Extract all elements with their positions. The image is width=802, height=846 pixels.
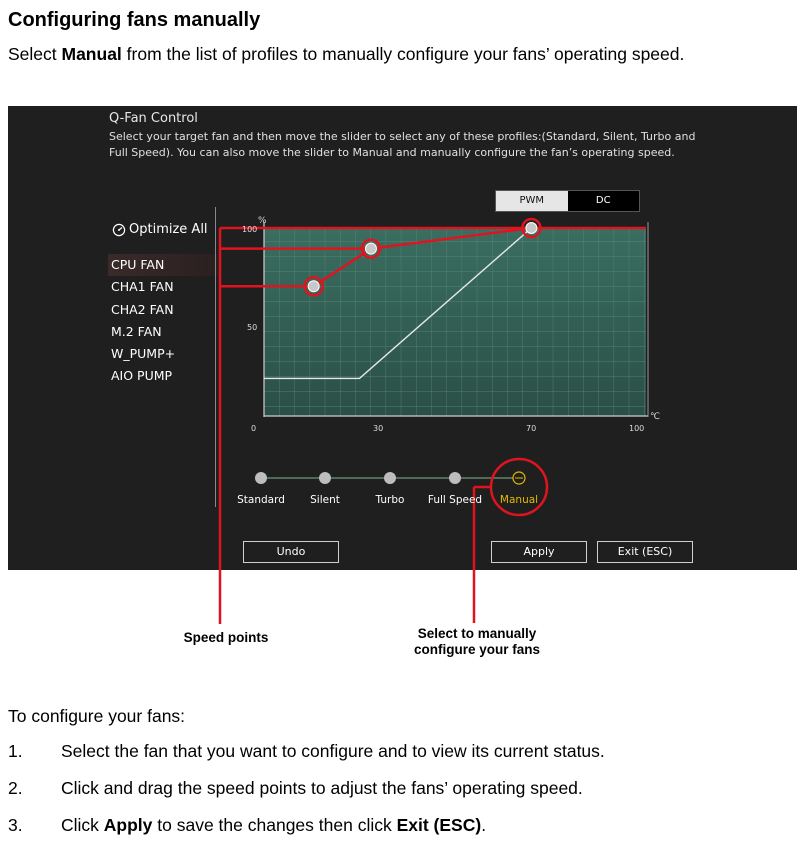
- fan-item-cpu[interactable]: CPU FAN: [108, 254, 218, 276]
- y-tick-100: 100: [242, 225, 258, 234]
- speed-point-2[interactable]: [365, 243, 376, 254]
- step-3-number: 3.: [8, 815, 23, 835]
- profile-label-standard: Standard: [237, 494, 285, 506]
- mode-tab-dc[interactable]: DC: [595, 195, 611, 206]
- fan-item-cha1[interactable]: CHA1 FAN: [111, 279, 174, 295]
- step-2-text: Click and drag the speed points to adjust the fans’ operating speed.: [61, 778, 583, 798]
- intro-bold-manual: Manual: [61, 44, 122, 64]
- apply-button[interactable]: Apply: [491, 541, 587, 563]
- manual-callout-circle: [491, 459, 547, 515]
- profile-node-turbo[interactable]: [384, 472, 396, 484]
- profile-label-manual: Manual: [499, 494, 539, 506]
- intro-post: from the list of profiles to manually configure your fans’ operating speed.: [121, 44, 685, 64]
- callout-lines-below: [0, 570, 802, 630]
- profile-label-silent: Silent: [310, 494, 340, 506]
- step-2-number: 2.: [8, 778, 23, 798]
- intro-text: [8, 44, 684, 65]
- exit-button[interactable]: Exit (ESC): [597, 541, 693, 563]
- x-tick-70: 70: [526, 424, 537, 433]
- chart-grid: [264, 228, 646, 416]
- callout-speed-points: Speed points: [183, 630, 269, 645]
- speed-point-3[interactable]: [526, 223, 537, 234]
- intro-pre: Select: [8, 44, 62, 64]
- callout-manual-line2: configure your fans: [413, 642, 540, 657]
- y-tick-0: 0: [251, 424, 257, 433]
- profile-node-full-speed[interactable]: [449, 472, 461, 484]
- document-title: Configuring fans manually: [8, 9, 261, 31]
- qfan-screenshot: [8, 106, 797, 570]
- profile-label-turbo: Turbo: [375, 494, 405, 506]
- step-1-text: Select the fan that you want to configure and to view its current status.: [61, 741, 605, 761]
- speed-point-1[interactable]: [308, 281, 319, 292]
- step-3-text: [61, 815, 486, 836]
- y-tick-50: 50: [247, 323, 258, 332]
- callout-manual: [384, 626, 570, 658]
- y-unit-label: %: [258, 216, 267, 226]
- profile-label-full-speed: Full Speed: [427, 494, 483, 506]
- x-unit-label: ℃: [650, 412, 661, 422]
- step-3-mid: to save the changes then click: [152, 815, 397, 835]
- step-3-apply: Apply: [103, 815, 153, 835]
- fan-item-aio-pump[interactable]: AIO PUMP: [111, 368, 173, 384]
- step-3-post: .: [481, 815, 487, 835]
- callout-manual-line1: Select to manually: [417, 626, 537, 641]
- profile-node-standard[interactable]: [255, 472, 267, 484]
- profile-node-silent[interactable]: [319, 472, 331, 484]
- step-3-pre: Click: [61, 815, 104, 835]
- fan-item-m2[interactable]: M.2 FAN: [111, 323, 162, 339]
- mode-tab-pwm[interactable]: PWM: [496, 191, 568, 211]
- fan-item-cha2[interactable]: CHA2 FAN: [111, 301, 174, 317]
- qfan-title: Q-Fan Control: [109, 111, 198, 126]
- step-1-number: 1.: [8, 741, 23, 761]
- optimize-all-label: Optimize All: [129, 222, 208, 237]
- step-3-exit: Exit (ESC): [396, 815, 482, 835]
- undo-button[interactable]: Undo: [243, 541, 339, 563]
- steps-intro: To configure your fans:: [8, 706, 186, 726]
- fan-item-w-pump[interactable]: W_PUMP+: [111, 346, 176, 362]
- x-tick-30: 30: [373, 424, 384, 433]
- x-tick-100: 100: [629, 424, 645, 433]
- qfan-description: Select your target fan and then move the slider to select any of these profiles:(Standard, Silent, Turbo and Full Speed). You can also move the slider to Manual and manually configure the fan’s operating speed.: [109, 130, 696, 159]
